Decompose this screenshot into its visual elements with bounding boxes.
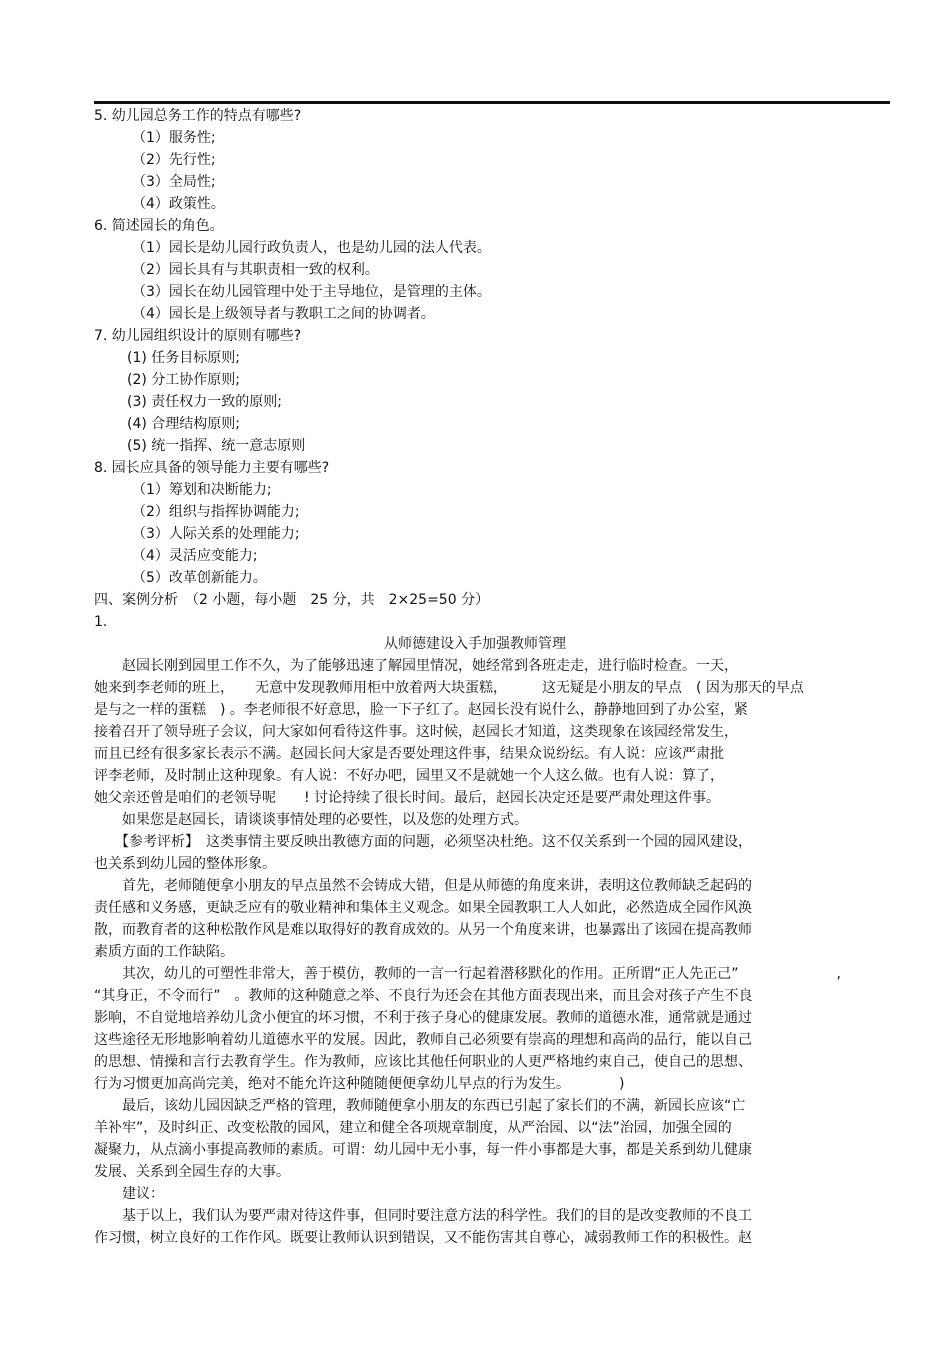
body-line: 她来到李老师的班上， 无意中发现教师用柜中放着两大块蛋糕， 这无疑是小朋友的早点 ( 因为那天的早点 [94, 680, 804, 696]
body-line: 影响，不自觉地培养幼儿贪小便宜的坏习惯，不利于孩子身心的健康发展。教师的道德水准，通常就是通过 [94, 1010, 752, 1026]
answer-item: (3) 责任权力一致的原则; [127, 394, 282, 410]
body-line: 评李老师，及时制止这种现象。有人说：不好办吧，园里又不是就她一个人这么做。也有人说：算了， [94, 768, 724, 784]
body-line: 责任感和义务感，更缺乏应有的敬业精神和集体主义观念。如果全园教职工人人如此，必然造成全园作风涣 [94, 900, 752, 916]
answer-item: （3）全局性; [132, 174, 216, 190]
body-line: 行为习惯更加高尚完美，绝对不能允许这种随随便便拿幼儿早点的行为发生。 ) [94, 1076, 625, 1092]
answer-item: (5) 统一指挥、统一意志原则 [127, 438, 306, 454]
body-line: 【参考评析】 这类事情主要反映出教德方面的问题，必须坚决杜绝。这不仅关系到一个园的园风建设， [94, 834, 752, 850]
answer-item: （1）服务性; [132, 130, 216, 146]
answer-item: （3）人际关系的处理能力; [132, 526, 300, 542]
body-line: 接着召开了领导班子会议，问大家如何看待这件事。这时候，赵园长才知道，这类现象在该园经常发生， [94, 724, 738, 740]
question-8: 8. 园长应具备的领导能力主要有哪些? [94, 460, 330, 476]
case-title: 从师德建设入手加强教师管理 [384, 636, 566, 652]
body-line: 发展、关系到全园生存的大事。 [94, 1164, 290, 1180]
body-line: 而且已经有很多家长表示不满。赵园长问大家是否要处理这件事，结果众说纷纭。有人说：应该严肃批 [94, 746, 724, 762]
question-7: 7. 幼儿园组织设计的原则有哪些? [94, 328, 302, 344]
answer-item: (1) 任务目标原则; [127, 350, 240, 366]
body-line: 首先，老师随便拿小朋友的早点虽然不会铸成大错，但是从师德的角度来讲，表明这位教师缺乏起码的 [94, 878, 752, 894]
body-line: “其身正，不令而行” 。教师的这种随意之举、不良行为还会在其他方面表现出来，而且会对孩子产生不良 [94, 988, 753, 1004]
question-6: 6. 简述园长的角色。 [94, 218, 224, 234]
body-line: 基于以上，我们认为要严肃对待这件事，但同时要注意方法的科学性。我们的目的是改变教师的不良工 [94, 1208, 752, 1224]
answer-item: （2）组织与指挥协调能力; [132, 504, 300, 520]
body-line: 凝聚力，从点滴小事提高教师的素质。可谓：幼儿园中无小事，每一件小事都是大事，都是关系到幼儿健康 [94, 1142, 752, 1158]
body-line: 也关系到幼儿园的整体形象。 [94, 856, 276, 872]
body-line: 是与之一样的蛋糕 ) 。李老师很不好意思，脸一下子红了。赵园长没有说什么，静静地回到了办公室，紧 [94, 702, 748, 718]
body-line: 建议： [94, 1186, 164, 1202]
body-line: 散，而教育者的这种松散作风是难以取得好的教育成效的。从另一个角度来讲，也暴露出了该园在提高教师 [94, 922, 752, 938]
answer-item: （2）园长具有与其职责相一致的权利。 [132, 262, 379, 278]
answer-item: (2) 分工协作原则; [127, 372, 240, 388]
body-line: 其次，幼儿的可塑性非常大，善于模仿，教师的一言一行起着潜移默化的作用。正所谓“正人先正己” , [94, 966, 841, 982]
answer-item: （1）筹划和决断能力; [132, 482, 272, 498]
body-line: 作习惯，树立良好的工作作风。既要让教师认识到错误，又不能伤害其自尊心，减弱教师工作的积极性。赵 [94, 1230, 752, 1246]
answer-item: （3）园长在幼儿园管理中处于主导地位，是管理的主体。 [132, 284, 491, 300]
case-number: 1. [94, 614, 108, 630]
body-line: 赵园长刚到园里工作不久，为了能够迅速了解园里情况，她经常到各班走走，进行临时检查。一天， [94, 658, 738, 674]
body-line: 她父亲还曾是咱们的老领导呢 ! 讨论持续了很长时间。最后，赵园长决定还是要严肃处理这件事。 [94, 790, 721, 806]
top-rule [94, 101, 890, 104]
body-line: 羊补牢”，及时纠正、改变松散的园风，建立和健全各项规章制度，从严治园、以“法”治园，加强全园的 [94, 1120, 732, 1136]
answer-item: （4）园长是上级领导者与教职工之间的协调者。 [132, 306, 435, 322]
answer-item: （2）先行性; [132, 152, 216, 168]
body-line: 素质方面的工作缺陷。 [94, 944, 234, 960]
answer-item: （4）灵活应变能力; [132, 548, 258, 564]
answer-item: （1）园长是幼儿园行政负责人，也是幼儿园的法人代表。 [132, 240, 491, 256]
body-line: 这些途径无形地影响着幼儿道德水平的发展。因此，教师自己必须要有崇高的理想和高尚的品行，能以自己 [94, 1032, 752, 1048]
answer-item: （4）政策性。 [132, 196, 225, 212]
answer-item: (4) 合理结构原则; [127, 416, 240, 432]
body-line: 最后，该幼儿园因缺乏严格的管理，教师随便拿小朋友的东西已引起了家长们的不满，新园长应该“亡 [94, 1098, 746, 1114]
answer-item: （5）改革创新能力。 [132, 570, 267, 586]
body-line: 的思想、情操和言行去教育学生。作为教师，应该比其他任何职业的人更严格地约束自己，使自己的思想、 [94, 1054, 752, 1070]
question-5: 5. 幼儿园总务工作的特点有哪些? [94, 108, 302, 124]
part-heading: 四、案例分析 （2 小题，每小题 25 分，共 2×25=50 分） [94, 592, 490, 608]
body-line: 如果您是赵园长，请谈谈事情处理的必要性，以及您的处理方式。 [94, 812, 528, 828]
